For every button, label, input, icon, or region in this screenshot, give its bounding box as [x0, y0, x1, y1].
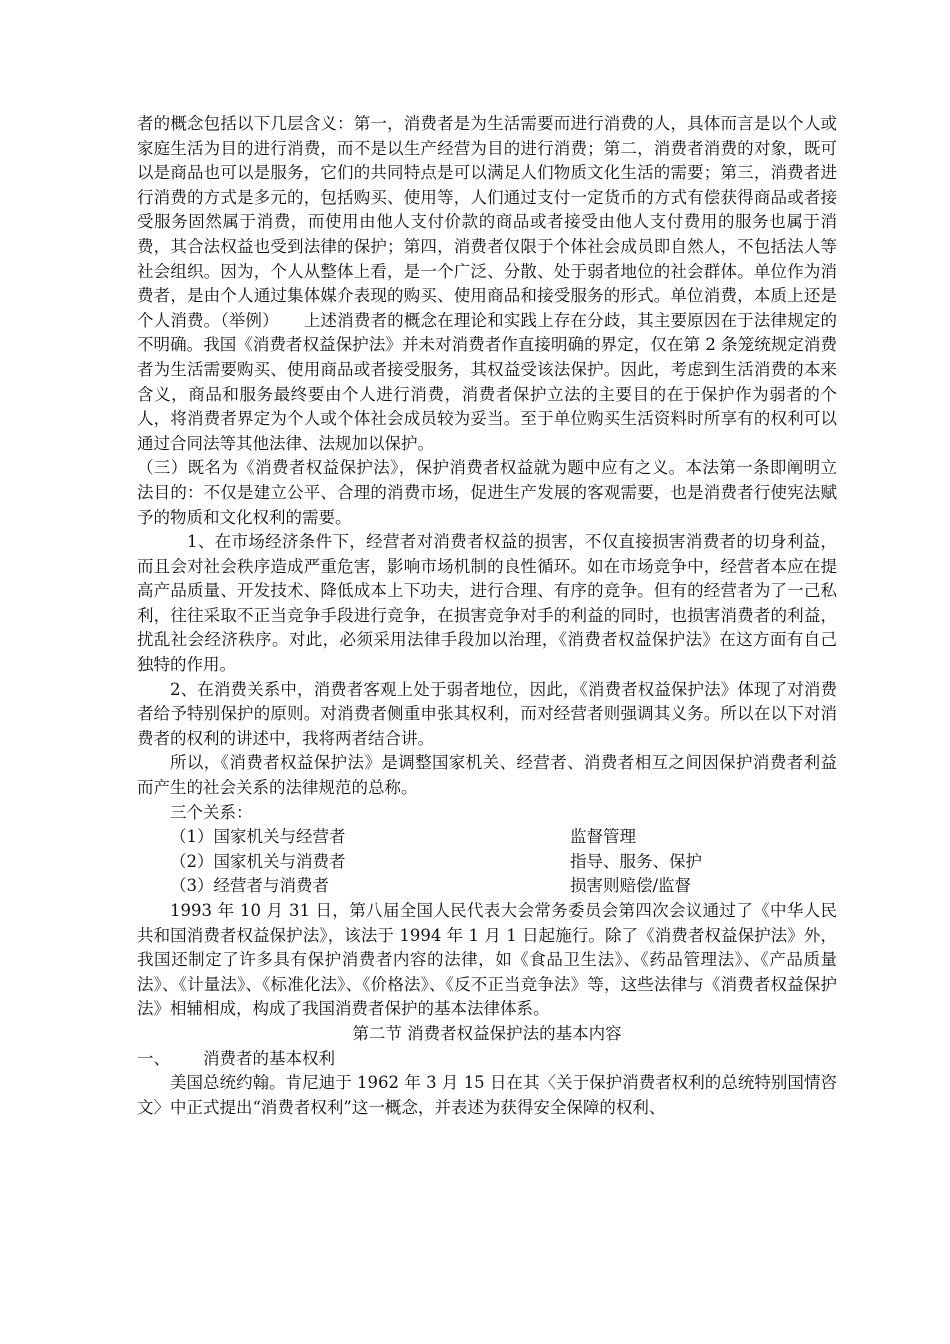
- relation-party: （3）经营者与消费者: [170, 876, 329, 896]
- paragraph-consumer-concept: 者的概念包括以下几层含义：第一，消费者是为生活需要而进行消费的人，具体而言是以个人或家庭生活为目的进行消费，而不是以生产经营为目的进行消费；第二，消费者消费的对象，既可以是商品也可以是服务，它们的共同特点是可以满足人们物质文化生活的需要；第三，消费者进行消费的方式是多元的，包括购买、使用等，人们通过支付一定货币的方式有偿获得商品或者接受服务固然属于消费，而使用由他人支付价款的商品或者接受由他人支付费用的服务也属于消费，其合法权益也受到法律的保护；第四，消费者仅限于个体社会成员即自然人，不包括法人等社会组织。因为，个人从整体上看，是一个广泛、分散、处于弱者地位的社会群体。单位作为消费者，是由个人通过集体媒介表现的购买、使用商品和接受服务的形式。单位消费，本质上还是个人消费。（举例） 上述消费者的概念在理论和实践上存在分歧，其主要原因在于法律规定的不明确。我国《消费者权益保护法》并未对消费者作直接明确的界定，仅在第 2 条笼统规定消费者为生活需要购买、使用商品或者接受服务，其权益受该法保护。因此，考虑到生活消费的本来含义，商品和服务最终要由个人进行消费，消费者保护立法的主要目的在于保护作为弱者的个人，将消费者界定为个人或个体社会成员较为妥当。至于单位购买生活资料时所享有的权利可以通过合同法等其他法律、法规加以保护。: [137, 114, 837, 453]
- relation-party: （2）国家机关与消费者: [170, 851, 346, 871]
- paragraph-consumer-relation: 2、在消费关系中，消费者客观上处于弱者地位，因此，《消费者权益保护法》体现了对消费者给予特别保护的原则。对消费者侧重申张其权利，而对经营者则强调其义务。所以在以下对消费者的权利的讲述中，我将两者结合讲。: [137, 679, 837, 748]
- relation-type: 指导、服务、保护: [570, 851, 702, 871]
- relation-type: 损害则赔偿/监督: [570, 876, 692, 896]
- paragraph-law-name: （三）既名为《消费者权益保护法》，保护消费者权益就为题中应有之义。本法第一条即阐明立法目的：不仅是建立公平、合理的消费市场，促进生产发展的客观需要，也是消费者行使宪法赋予的物质和文化权利的需要。: [137, 458, 837, 527]
- heading-text: 消费者的基本权利: [203, 1048, 335, 1068]
- relation-row: [137, 874, 837, 899]
- heading-number: 一、: [137, 1048, 170, 1068]
- paragraph-legislation-history: 1993 年 10 月 31 日，第八届全国人民代表大会常务委员会第四次会议通过了《中华人民共和国消费者权益保护法》，该法于 1994 年 1 月 1 日起施行。除了《消费者权益保护法》外，我国还制定了许多具有保护消费者内容的法律，如《食品卫生法》、《药品管理法》、《产品质量法》、《计量法》、《标准化法》、《价格法》、《反不正当竞争法》等，这些法律与《消费者权益保护法》相辅相成，构成了我国消费者保护的基本法律体系。: [137, 901, 837, 1019]
- paragraph-law-definition: 所以，《消费者权益保护法》是调整国家机关、经营者、消费者相互之间因保护消费者利益而产生的社会关系的法律规范的总称。: [137, 753, 837, 798]
- paragraph-three-relations-label: 三个关系：: [170, 802, 253, 822]
- relation-row: [137, 825, 837, 850]
- section-title: 第二节 消费者权益保护法的基本内容: [352, 1023, 622, 1043]
- document-page: [137, 112, 837, 1120]
- relation-party: （1）国家机关与经营者: [170, 827, 346, 847]
- paragraph-kennedy-rights: 美国总统约翰。肯尼迪于 1962 年 3 月 15 日在其〈关于保护消费者权利的总统特别国情咨文〉中正式提出“消费者权利”这一概念，并表述为获得安全保障的权利、: [137, 1073, 837, 1117]
- paragraph-market-economy: 1、在市场经济条件下，经营者对消费者权益的损害，不仅直接损害消费者的切身利益，而且会对社会秩序造成严重危害，影响市场机制的良性循环。如在市场竞争中，经营者本应在提高产品质量、开发技术、降低成本上下功夫，进行合理、有序的竞争。但有的经营者为了一己私利，往往采取不正当竞争手段进行竞争，在损害竞争对手的利益的同时，也损害消费者的利益，扰乱社会经济秩序。对此，必须采用法律手段加以治理，《消费者权益保护法》在这方面有自己独特的作用。: [137, 532, 837, 675]
- relation-type: 监督管理: [570, 827, 636, 847]
- relation-row: [137, 850, 837, 875]
- subsection-heading: [137, 1047, 837, 1072]
